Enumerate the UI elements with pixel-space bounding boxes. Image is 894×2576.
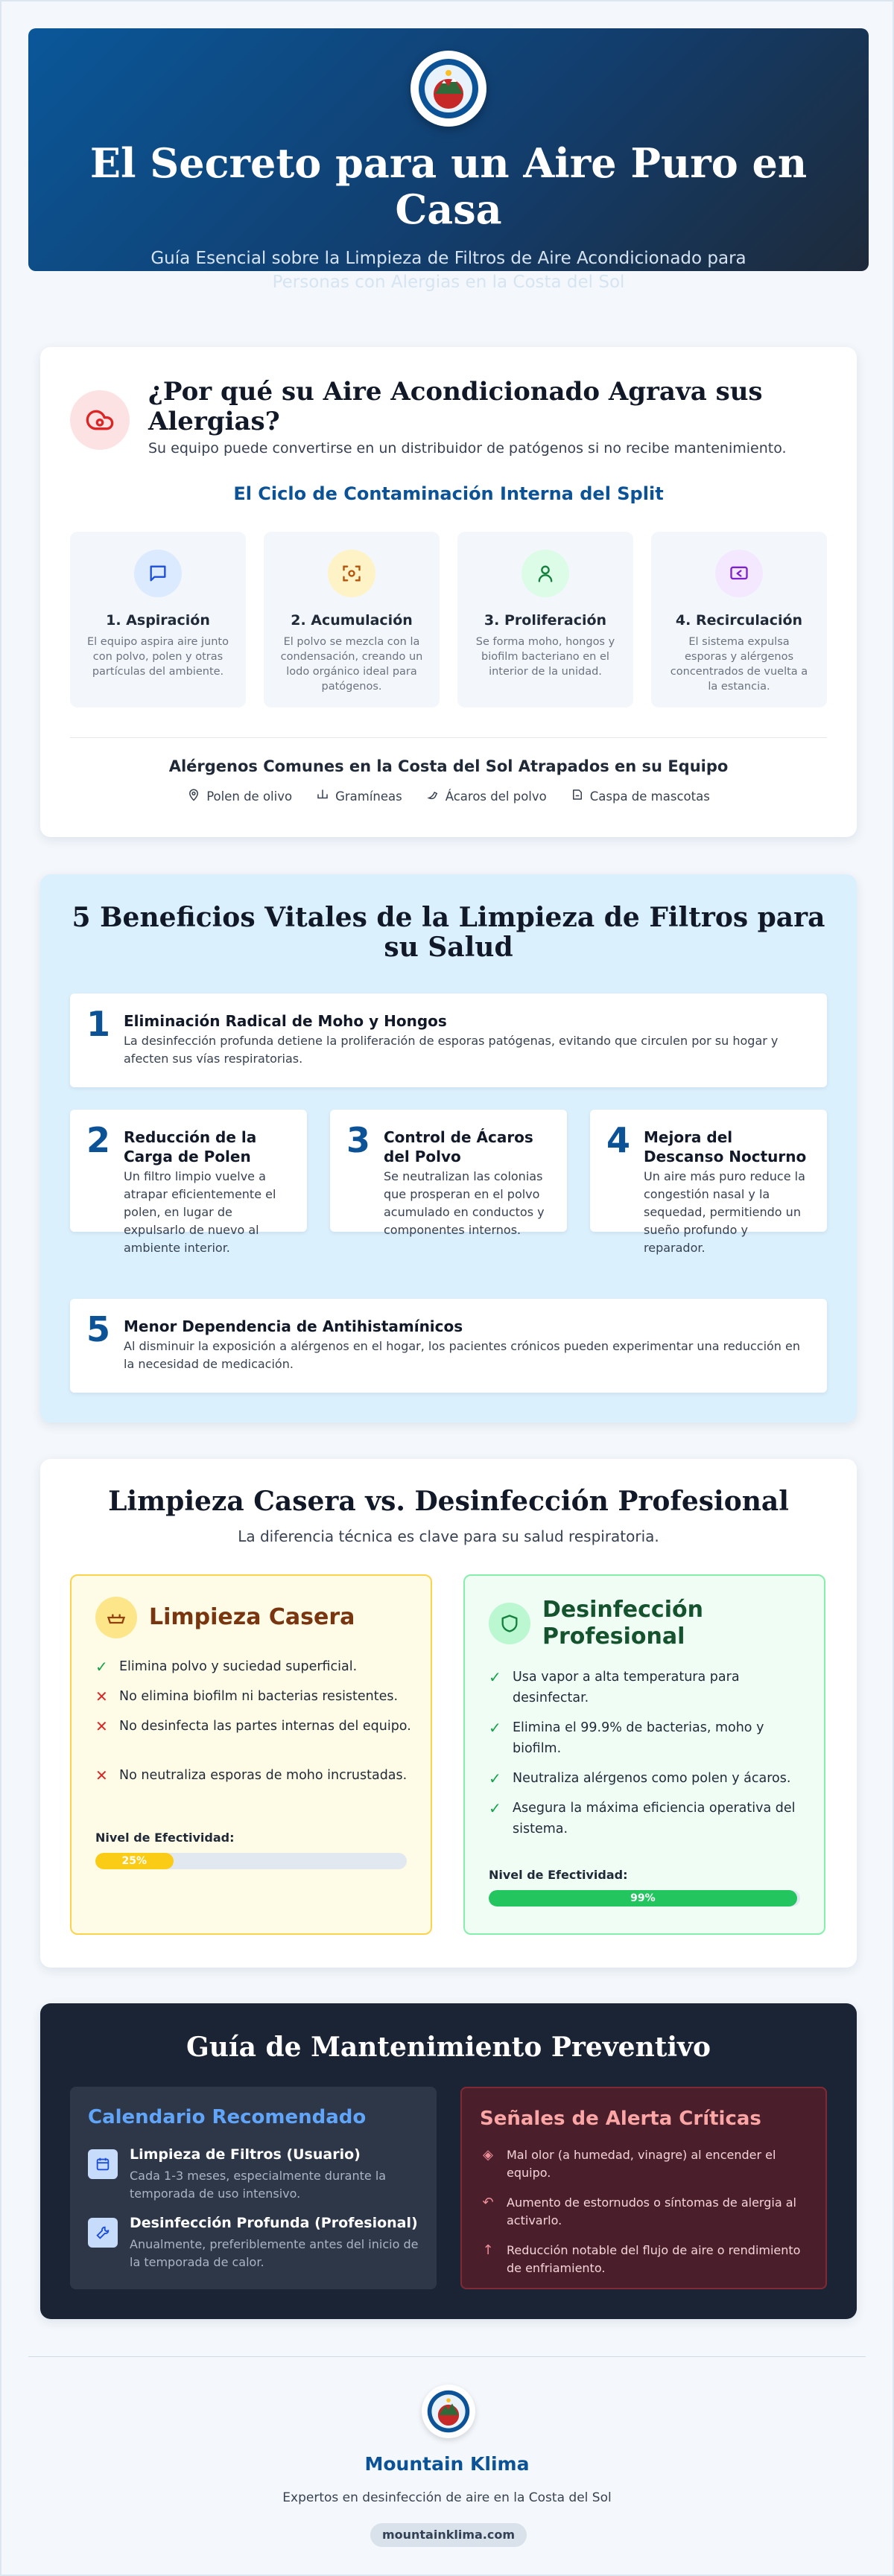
- allergens-list: [40, 788, 857, 804]
- effectiveness-bar: [489, 1890, 800, 1906]
- step-desc: El sistema expulsa esporas y alérgenos concentrados de vuelta a la estancia.: [670, 636, 808, 693]
- cycle-title: El Ciclo de Contaminación Interna del Split: [233, 483, 664, 504]
- why-subtitle: Su equipo puede convertirse en un distribuidor de patógenos si no recibe mantenimiento.: [148, 440, 787, 457]
- benefit-card-2: [70, 1110, 307, 1255]
- effectiveness-bar-fill: 25%: [95, 1853, 174, 1869]
- footer-logo-icon: [422, 2385, 475, 2438]
- bug-icon: [426, 788, 440, 804]
- comparison-section: [40, 1459, 857, 1968]
- allergen-label: Polen de olivo: [206, 789, 293, 804]
- benefit-title: Control de Ácaros del Polvo: [384, 1128, 533, 1165]
- home-cleaning-card: [70, 1574, 432, 1935]
- wrench-icon: [88, 2218, 118, 2248]
- benefit-card-1: [70, 993, 827, 1087]
- alert-text: Reducción notable del flujo de aire o rendimiento de enfriamiento.: [507, 2243, 801, 2275]
- calendar-panel: [70, 2087, 437, 2289]
- step-title: 2. Acumulación: [291, 612, 413, 629]
- step-title: 3. Proliferación: [484, 612, 607, 629]
- step-title: 4. Recirculación: [675, 612, 803, 629]
- comparison-item: [489, 1768, 806, 1789]
- map-pin-icon: [187, 788, 200, 804]
- step-title: 1. Aspiración: [106, 612, 210, 629]
- cycle-step-acumulacion: [264, 532, 440, 707]
- screen-arrow-icon: [715, 550, 763, 597]
- footer-brand: Mountain Klima: [364, 2453, 530, 2475]
- comparison-item-text: Elimina polvo y suciedad superficial.: [119, 1659, 358, 1674]
- comparison-item: [95, 1656, 413, 1677]
- divider: [70, 737, 827, 738]
- benefit-title: Eliminación Radical de Moho y Hongos: [124, 1012, 447, 1030]
- alert-text: Aumento de estornudos o síntomas de alergia al activarlo.: [507, 2195, 796, 2227]
- check-icon: ✓: [489, 1769, 501, 1787]
- cloud-virus-icon: [70, 390, 130, 450]
- comparison-item-text: No desinfecta las partes internas del equipo.: [119, 1719, 411, 1734]
- page-subtitle: Guía Esencial sobre la Limpieza de Filtros de Aire Acondicionado para Personas con Alergias en la Costa del Sol: [150, 249, 746, 292]
- effectiveness-bar: [95, 1853, 407, 1869]
- allergen-item: [316, 788, 402, 804]
- grass-icon: [316, 788, 329, 804]
- maintenance-title: Guía de Mantenimiento Preventivo: [186, 2032, 711, 2063]
- check-icon: ✓: [489, 1799, 501, 1817]
- cycle-step-aspiracion: [70, 532, 246, 707]
- footer-url-link[interactable]: mountainklima.com: [370, 2523, 527, 2547]
- comparison-item: [95, 1686, 413, 1707]
- calendar-item: [88, 2146, 419, 2206]
- x-icon: ✕: [95, 1717, 108, 1735]
- benefit-number: 3: [346, 1120, 371, 1160]
- effectiveness-label: Nivel de Efectividad:: [489, 1868, 628, 1882]
- benefit-title: Menor Dependencia de Antihistamínicos: [124, 1317, 463, 1335]
- message-square-icon: [134, 550, 182, 597]
- user-icon: [522, 550, 569, 597]
- effectiveness-label: Nivel de Efectividad:: [95, 1831, 235, 1845]
- benefit-number: 4: [606, 1120, 631, 1160]
- check-icon: ✓: [95, 1658, 108, 1676]
- comparison-item-text: Usa vapor a alta temperatura para desinfectar.: [513, 1670, 740, 1705]
- pro-cleaning-title: Desinfección Profesional: [542, 1597, 703, 1650]
- comparison-item-text: No neutraliza esporas de moho incrustadas.: [119, 1768, 408, 1783]
- maintenance-section: [40, 2003, 857, 2319]
- pro-cleaning-card: [463, 1574, 825, 1935]
- step-desc: El polvo se mezcla con la condensación, creando un lodo orgánico ideal para patógenos.: [280, 636, 423, 693]
- x-icon: ✕: [95, 1766, 108, 1784]
- cycle-step-proliferacion: [457, 532, 633, 707]
- benefit-card-3: [330, 1110, 567, 1237]
- benefit-number: 5: [86, 1309, 111, 1349]
- shield-icon: [489, 1603, 530, 1644]
- allergen-label: Caspa de mascotas: [589, 789, 710, 804]
- calendar-title: Calendario Recomendado: [88, 2106, 367, 2128]
- benefits-section: [40, 874, 857, 1422]
- benefit-number: 1: [86, 1004, 111, 1044]
- mountain-klima-logo-icon: [410, 51, 486, 127]
- calendar-item-desc: Anualmente, preferiblemente antes del inicio de la temporada de calor.: [130, 2237, 419, 2269]
- comparison-item-text: Elimina el 99.9% de bacterias, moho y biofilm.: [513, 1720, 764, 1756]
- comparison-item: [95, 1716, 413, 1737]
- calendar-item-title: Limpieza de Filtros (Usuario): [130, 2146, 361, 2163]
- alert-text: Mal olor (a humedad, vinagre) al encender el equipo.: [507, 2148, 776, 2180]
- alerts-title: Señales de Alerta Críticas: [480, 2108, 761, 2130]
- comparison-subtitle: La diferencia técnica es clave para su salud respiratoria.: [238, 1527, 659, 1545]
- benefit-number: 2: [86, 1120, 111, 1160]
- footer-divider: [28, 2356, 866, 2357]
- page-title: El Secreto para un Aire Puro en Casa: [89, 139, 808, 233]
- why-title: ¿Por qué su Aire Acondicionado Agrava sus Alergias?: [148, 377, 763, 436]
- check-icon: ✓: [489, 1668, 501, 1686]
- effectiveness-bar-fill: 99%: [489, 1890, 797, 1906]
- paw-icon: [571, 788, 584, 804]
- scan-icon: [328, 550, 375, 597]
- allergen-item: [426, 788, 547, 804]
- comparison-item: [489, 1717, 806, 1759]
- benefit-desc: La desinfección profunda detiene la proliferación de esporas patógenas, evitando que circulen por su hogar y afecten sus vías respiratorias.: [124, 1034, 779, 1066]
- benefit-desc: Un aire más puro reduce la congestión nasal y la sequedad, permitiendo un sueño profundo y reparador.: [644, 1169, 805, 1255]
- alert-item: [480, 2242, 808, 2277]
- alert-item: [480, 2194, 808, 2230]
- calendar-item: [88, 2215, 419, 2274]
- benefit-title: Reducción de la Carga de Polen: [124, 1128, 257, 1165]
- alerts-panel: [460, 2087, 827, 2289]
- sneeze-icon: ↶: [482, 2195, 494, 2210]
- comparison-item: [489, 1798, 806, 1839]
- comparison-title: Limpieza Casera vs. Desinfección Profesional: [108, 1486, 789, 1517]
- calendar-item-title: Desinfección Profunda (Profesional): [130, 2215, 418, 2231]
- benefit-desc: Se neutralizan las colonias que prosperan en el polvo acumulado en conductos y componentes internos.: [384, 1169, 545, 1237]
- calendar-icon: [88, 2149, 118, 2179]
- comparison-item-text: Asegura la máxima eficiencia operativa del sistema.: [513, 1801, 796, 1836]
- benefit-title: Mejora del Descanso Nocturno: [644, 1128, 807, 1165]
- benefits-title: 5 Beneficios Vitales de la Limpieza de Filtros para su Salud: [72, 902, 825, 963]
- hero-header: [28, 28, 869, 292]
- x-icon: ✕: [95, 1688, 108, 1705]
- basin-icon: [95, 1597, 137, 1638]
- alert-item: [480, 2146, 808, 2182]
- arrow-up-icon: ↑: [482, 2242, 494, 2258]
- cycle-step-recirculacion: [651, 532, 827, 707]
- benefit-card-4: [590, 1110, 827, 1255]
- allergen-item: [187, 788, 292, 804]
- benefit-desc: Al disminuir la exposición a alérgenos en el hogar, los pacientes crónicos pueden experimentar una reducción en la necesidad de medicación.: [124, 1339, 801, 1371]
- step-desc: Se forma moho, hongos y biofilm bacteriano en el interior de la unidad.: [475, 636, 615, 678]
- allergen-label: Ácaros del polvo: [445, 789, 547, 804]
- warning-diamond-icon: ◈: [483, 2147, 493, 2163]
- comparison-item-text: Neutraliza alérgenos como polen y ácaros.: [513, 1771, 791, 1786]
- comparison-item: [95, 1765, 413, 1786]
- step-desc: El equipo aspira aire junto con polvo, polen y otras partículas del ambiente.: [86, 636, 229, 678]
- why-section: [40, 347, 857, 837]
- comparison-item-text: No elimina biofilm ni bacterias resistentes.: [119, 1689, 399, 1704]
- comparison-item: [489, 1667, 806, 1708]
- allergen-label: Gramíneas: [335, 789, 402, 804]
- benefit-desc: Un filtro limpio vuelve a atrapar eficientemente el polen, en lugar de expulsarlo de nuevo al ambiente interior.: [124, 1169, 276, 1255]
- calendar-item-desc: Cada 1-3 meses, especialmente durante la temporada de uso intensivo.: [130, 2169, 387, 2201]
- allergen-item: [571, 788, 710, 804]
- check-icon: ✓: [489, 1719, 501, 1737]
- footer-tagline: Expertos en desinfección de aire en la Costa del Sol: [282, 2490, 612, 2505]
- allergens-title: Alérgenos Comunes en la Costa del Sol Atrapados en su Equipo: [168, 757, 729, 775]
- home-cleaning-title: Limpieza Casera: [149, 1604, 355, 1630]
- benefit-card-5: [70, 1299, 827, 1393]
